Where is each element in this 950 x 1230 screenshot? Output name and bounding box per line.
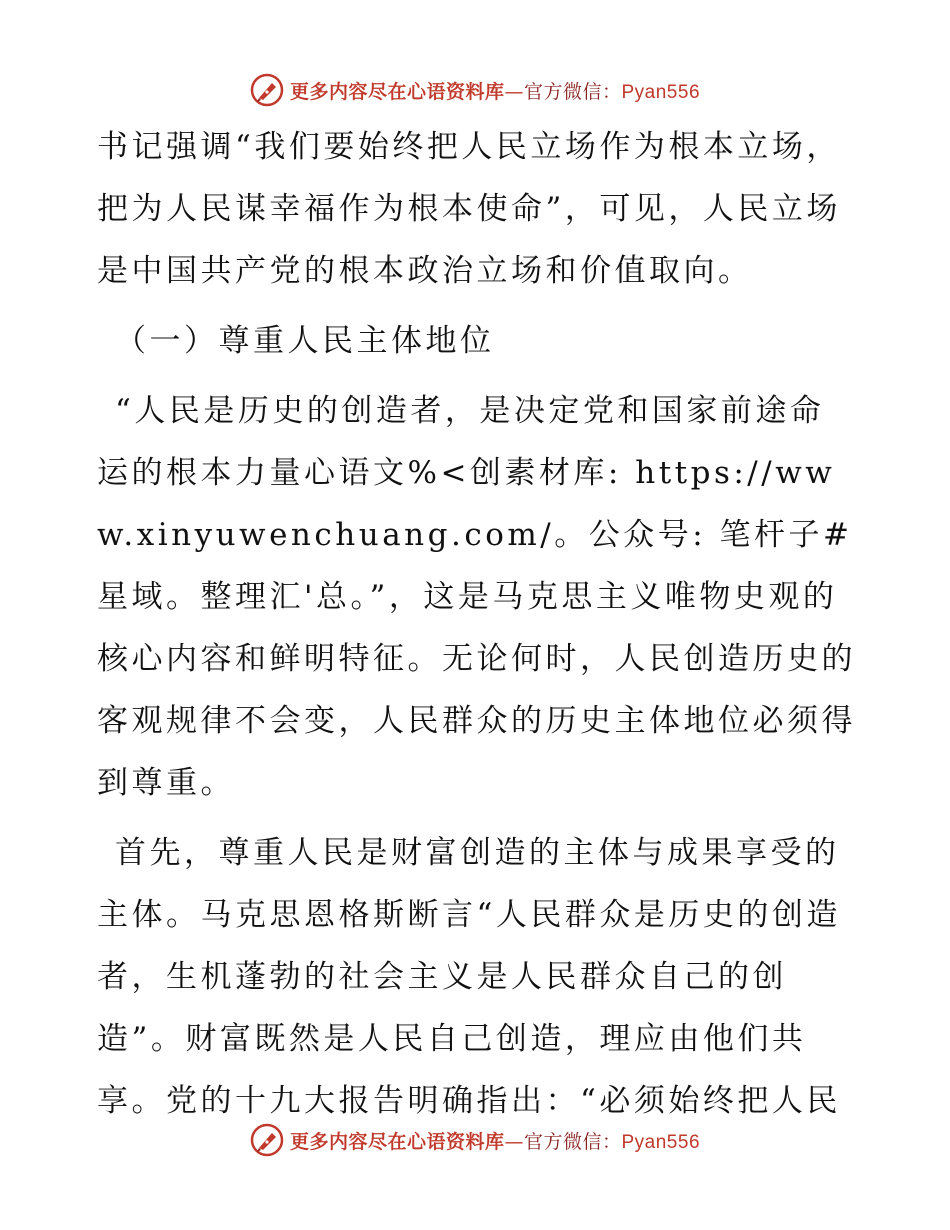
document-body: [97, 116, 857, 1140]
banner-text: [290, 1127, 700, 1154]
banner-wechat-id: Pyan556: [621, 81, 701, 103]
paragraph-1: 书记强调“我们要始终把人民立场作为根本立场，把为人民谋幸福作为根本使命”，可见，人民立场是中国共产党的根本政治立场和价值取向。: [97, 129, 841, 289]
banner-main-text: 更多内容尽在心语资料库: [289, 1130, 505, 1153]
paragraph-3: 首先，尊重人民是财富创造的主体与成果享受的主体。马克思恩格斯断言“人民群众是历史的创造者，生机蓬勃的社会主义是人民群众自己的创造”。财富既然是人民自己创造，理应由他们共享。党的十九大报告明确指出：“必须始终把人民: [97, 835, 841, 1119]
banner-main-text: 更多内容尽在心语资料库: [289, 80, 505, 103]
paragraph-2: “人民是历史的创造者，是决定党和国家前途命运的根本力量心语文%<创素材库: https://www.xinyuwenchuang.com/。公众号: 笔杆子#星域。整理汇'总。”，这是马克思主义唯物史观的核心内容和鲜明特征。无论何时，人民创造历史的客观规律不会变，人民群众的历史主体地位必须得到尊重。: [97, 393, 856, 801]
page-footer-banner: [0, 1120, 950, 1160]
banner-dash: —: [504, 80, 524, 103]
section-heading: （一）尊重人民主体地位: [115, 323, 495, 359]
page-header-banner: [0, 70, 950, 110]
banner-wechat-id: Pyan556: [621, 1131, 701, 1153]
banner-wechat-label: 官方微信：: [523, 1130, 622, 1153]
pen-nib-logo-icon: [250, 73, 284, 107]
banner-text: [290, 77, 700, 104]
banner-dash: —: [504, 1130, 524, 1153]
banner-wechat-label: 官方微信：: [523, 80, 622, 103]
pen-nib-logo-icon: [250, 1123, 284, 1157]
